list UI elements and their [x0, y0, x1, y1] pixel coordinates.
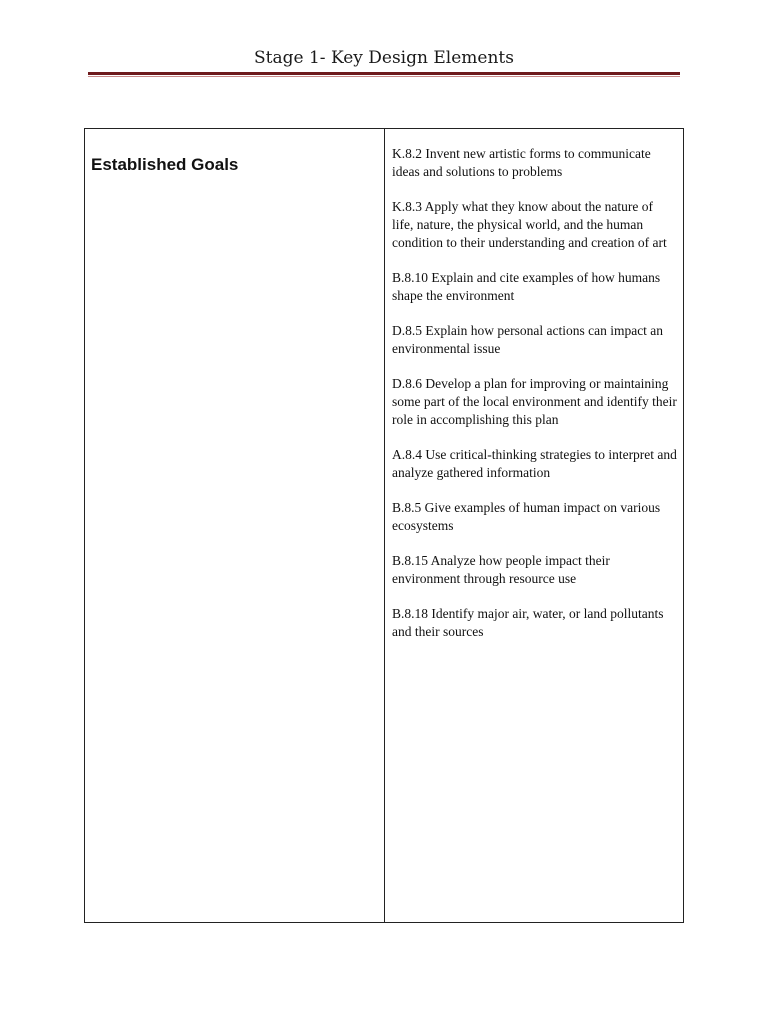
- goals-list-cell: [385, 129, 683, 922]
- goal-item: K.8.2 Invent new artistic forms to communicate ideas and solutions to problems: [392, 146, 651, 179]
- goal-item: D.8.5 Explain how personal actions can impact an environmental issue: [392, 323, 664, 356]
- goals-table: [84, 128, 684, 923]
- goal-item: B.8.5 Give examples of human impact on various ecosystems: [392, 500, 661, 533]
- goal-item: B.8.15 Analyze how people impact their environment through resource use: [392, 553, 610, 586]
- goal-item: K.8.3 Apply what they know about the nature of life, nature, the physical world, and the human condition to their understanding and creation of art: [392, 199, 667, 250]
- header-rule-accent: [88, 76, 680, 77]
- goals-label-cell: [85, 129, 385, 922]
- goal-item: B.8.18 Identify major air, water, or land pollutants and their sources: [392, 606, 664, 639]
- page-title: Stage 1- Key Design Elements: [254, 48, 514, 68]
- goal-item: B.8.10 Explain and cite examples of how humans shape the environment: [392, 270, 661, 303]
- established-goals-label: Established Goals: [91, 155, 239, 174]
- goal-item: D.8.6 Develop a plan for improving or maintaining some part of the local environment and identify their role in accomplishing this plan: [392, 376, 677, 427]
- header-rule: [88, 72, 680, 75]
- goal-item: A.8.4 Use critical-thinking strategies to interpret and analyze gathered information: [392, 447, 677, 480]
